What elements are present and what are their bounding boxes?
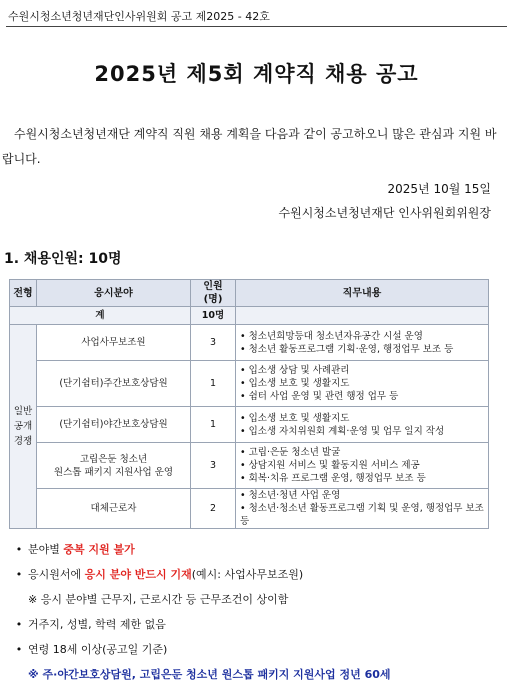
note-item: • 거주지, 성별, 학력 제한 없음 bbox=[10, 615, 505, 640]
bullet-icon: • bbox=[15, 568, 23, 581]
row-count: 2 bbox=[191, 489, 236, 529]
col-header-count: 인원(명) bbox=[191, 280, 236, 307]
duty-item: • 회복·치유 프로그램 운영, 행정업무 보조 등 bbox=[240, 473, 426, 484]
duty-item: • 상담지원 서비스 및 활동지원 서비스 제공 bbox=[240, 460, 420, 471]
table-row bbox=[10, 489, 489, 529]
note-item: • 분야별 중복 지원 불가 bbox=[10, 540, 505, 565]
duty-item: • 쉼터 사업 운영 및 관련 행정 업무 등 bbox=[240, 391, 399, 402]
total-row bbox=[10, 307, 489, 325]
notice-date: 2025년 10월 15일 bbox=[387, 182, 491, 196]
issuer-signature: 수원시청소년청년재단 인사위원회위원장 bbox=[278, 206, 491, 220]
emphasis-no-duplicate: 중복 지원 불가 bbox=[63, 543, 135, 556]
duty-item: • 청소년·청년 사업 운영 bbox=[240, 490, 341, 501]
table-row bbox=[10, 407, 489, 443]
row-duties bbox=[236, 489, 489, 529]
duty-item: • 입소생 자치위원회 계획·운영 및 업무 일지 작성 bbox=[240, 425, 445, 437]
row-field: 고립은둔 청소년 원스톱 패키지 지원사업 운영 bbox=[37, 443, 191, 489]
row-field: 대체근로자 bbox=[37, 489, 191, 529]
note-item-sub: ※ 응시 분야별 근무지, 근로시간 등 근무조건이 상이함 bbox=[28, 593, 289, 606]
row-duties bbox=[236, 361, 489, 407]
intro-paragraph: 수원시청소년청년재단 계약직 직원 채용 계획을 다음과 같이 공고하오니 많은 관심과 지원 바랍니다. bbox=[2, 127, 497, 166]
row-duties bbox=[236, 407, 489, 443]
duty-item: • 청소년·청소년 활동프로그램 기획 및 운영, 행정업무 보조 등 bbox=[240, 503, 484, 527]
header-divider bbox=[6, 26, 507, 27]
bullet-icon: • bbox=[15, 543, 23, 556]
total-count: 10명 bbox=[191, 307, 236, 325]
row-field: (단기쉼터)주간보호상담원 bbox=[37, 361, 191, 407]
recruitment-category: 일반 공개 경쟁 bbox=[10, 325, 37, 529]
row-field: (단기쉼터)야간보호상담원 bbox=[37, 407, 191, 443]
notes-list bbox=[10, 540, 505, 690]
row-duties bbox=[236, 443, 489, 489]
total-label: 계 bbox=[10, 307, 191, 325]
table-row bbox=[10, 443, 489, 489]
row-count: 3 bbox=[191, 443, 236, 489]
row-duties bbox=[236, 325, 489, 361]
bullet-icon: • bbox=[15, 643, 23, 656]
duty-item: • 입소생 보호 및 생활지도 bbox=[240, 412, 350, 424]
col-header-field: 응시분야 bbox=[37, 280, 191, 307]
col-header-duties: 직무내용 bbox=[236, 280, 489, 307]
table-header-row bbox=[10, 280, 489, 307]
note-item: • 응시원서에 응시 분야 반드시 기재(예시: 사업사무보조원) bbox=[10, 565, 505, 590]
table-row bbox=[10, 325, 489, 361]
note-item: • 연령 18세 이상(공고일 기준) bbox=[10, 640, 505, 665]
duty-item: • 청소년 활동프로그램 기획·운영, 행정업무 보조 등 bbox=[240, 343, 454, 355]
recruitment-table bbox=[9, 279, 489, 529]
col-header-type: 전형 bbox=[10, 280, 37, 307]
row-count: 1 bbox=[191, 407, 236, 443]
row-count: 3 bbox=[191, 325, 236, 361]
duty-item: • 청소년희망등대 청소년자유공간 시설 운영 bbox=[240, 330, 423, 342]
total-empty bbox=[236, 307, 489, 325]
emphasis-field-required: 응시 분야 반드시 기재 bbox=[84, 568, 192, 581]
table-row bbox=[10, 361, 489, 407]
duty-item: • 입소생 상담 및 사례관리 bbox=[240, 365, 350, 376]
note-item-retirement: ※ 주·야간보호상담원, 고립은둔 청소년 원스톱 패키지 지원사업 정년 60세 bbox=[28, 668, 391, 681]
row-count: 1 bbox=[191, 361, 236, 407]
duty-item: • 고립·은둔 청소년 발굴 bbox=[240, 447, 341, 458]
section-recruitment-count: 1. 채용인원: 10명 bbox=[4, 251, 122, 267]
notice-number: 수원시청소년청년재단인사위원회 공고 제2025 - 42호 bbox=[8, 10, 270, 23]
row-field: 사업사무보조원 bbox=[37, 325, 191, 361]
bullet-icon: • bbox=[15, 618, 23, 631]
duty-item: • 입소생 보호 및 생활지도 bbox=[240, 378, 350, 389]
page-title: 2025년 제5회 계약직 채용 공고 bbox=[94, 62, 419, 86]
